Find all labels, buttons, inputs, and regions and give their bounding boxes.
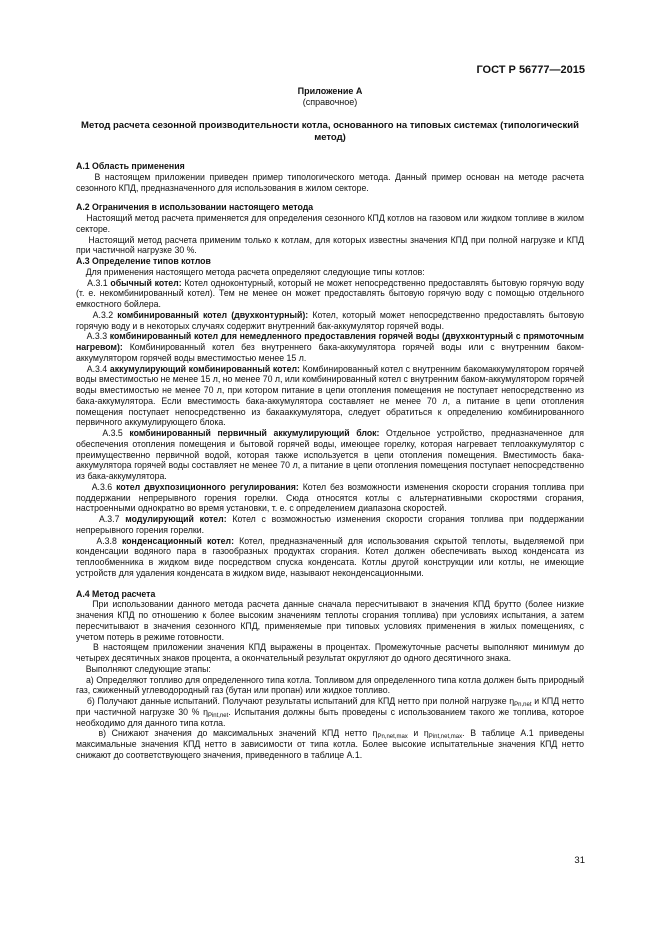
step-text: а) Определяют топливо для определенного типа котла. Топливом для определенного типа котла должен быть природный газ, сжиженный углеводородный газ (бутан или пропан) или жидкое топливо. bbox=[76, 674, 584, 696]
subscript: Pn,net,max bbox=[377, 734, 408, 741]
paragraph-text: Настоящий метод расчета применяется для определения сезонного КПД котлов на газовом или жидком топливе в жилом секторе. bbox=[76, 213, 584, 234]
definition-item bbox=[76, 364, 584, 429]
paragraph-text: В настоящем приложении значения КПД выражены в процентах. Промежуточные расчеты выполняют минимум до четырех десятичных знаков процента, а окончательный результат округляют до одного десятичного знака. bbox=[76, 642, 584, 663]
step-text: и η bbox=[407, 728, 429, 739]
definition-term: аккумулирующий комбинированный котел: bbox=[109, 363, 300, 374]
definition-term: модулирующий котел: bbox=[125, 514, 227, 524]
definition-item bbox=[76, 428, 584, 482]
definition-item bbox=[76, 482, 584, 514]
paragraph bbox=[76, 213, 584, 235]
appendix-kind: (справочное) bbox=[302, 97, 358, 107]
definition-item bbox=[76, 331, 584, 363]
step-c bbox=[76, 728, 584, 760]
definition-item bbox=[76, 514, 584, 536]
paragraph-text: Для применения настоящего метода расчета определяют следующие типы котлов: bbox=[85, 266, 425, 277]
definition-number: А.3.7 bbox=[99, 514, 120, 524]
step-text: в) Снижают значения до максимальных значений КПД нетто η bbox=[98, 728, 378, 739]
step-text: б) Получают данные испытаний. Получают результаты испытаний для КПД нетто при полной нагрузке η bbox=[86, 696, 515, 706]
appendix-heading: Метод расчета сезонной производительности котла, основанного на типовых системах (типологический метод) bbox=[81, 120, 579, 143]
section-a1-title: А.1 Область применения bbox=[76, 161, 185, 171]
paragraph-text: Настоящий метод расчета применим только к котлам, для которых известны значения КПД при полной нагрузке и КПД при частичной нагрузке 30 %. bbox=[76, 234, 584, 256]
section-a4-title: А.4 Метод расчета bbox=[76, 588, 156, 599]
appendix-title: Приложение А bbox=[297, 86, 363, 96]
page-content bbox=[76, 86, 584, 761]
definition-term: комбинированный первичный аккумулирующий блок: bbox=[129, 428, 380, 438]
definition-term: комбинированный котел для немедленного предоставления горячей воды (двухконтурный с прямоточным нагревом): bbox=[76, 331, 584, 352]
paragraph bbox=[76, 642, 584, 664]
paragraph bbox=[76, 664, 584, 675]
paragraph-text: При использовании данного метода расчета данные сначала пересчитывают в значения КПД брутто (более низкие значения КПД по отношению к более высоким значениям теплоты сгорания топлива) при условиях испытания, а затем пересчитывают в значения сезонного КПД, применяемые при типовых условиях применения в жилых помещениях, с учетом потерь в режиме готовности. bbox=[76, 599, 584, 642]
definition-number: А.3.3 bbox=[86, 331, 108, 342]
definition-number: А.3.8 bbox=[96, 535, 117, 546]
definition-number: А.3.4 bbox=[86, 363, 108, 374]
definition-term: конденсационный котел: bbox=[121, 535, 235, 546]
step-a bbox=[76, 675, 584, 697]
definition-number: А.3.1 bbox=[87, 277, 108, 288]
section-a2-title: А.2 Ограничения в использовании настоящего метода bbox=[76, 202, 314, 213]
paragraph bbox=[76, 235, 584, 257]
definition-text: Котел без возможности изменения скорости сгорания топлива при поддержании непрерывного горения горелки. Сюда относятся котлы с альтернативными скоростями сгорания, настроенными однократно во время установки, т. е. с определением диапазона скоростей. bbox=[76, 481, 584, 514]
subscript: Pint,net,max bbox=[428, 734, 463, 741]
definition-term: обычный котел: bbox=[110, 277, 182, 288]
step-b bbox=[76, 696, 584, 728]
paragraph bbox=[76, 267, 584, 278]
definition-text: Котел, предназначенный для использования скрытой теплоты, выделяемой при конденсации водяного пара в газообразных продуктах сгорания. Котел должен обеспечивать выход конденсата из теплообменника в жидком виде посредством спуска конденсата. Котлы другой конструкции или котлы, не имеющие устройств для удаления конденсата в жидком виде, называют неконденсационными. bbox=[76, 535, 585, 578]
page-number: 31 bbox=[574, 855, 585, 866]
paragraph bbox=[76, 599, 584, 642]
subscript: Pint,net bbox=[207, 712, 229, 719]
subscript: Pn,net bbox=[514, 702, 532, 708]
paragraph-text: В настоящем приложении приведен пример типологического метода. Данный пример основан на методе расчета сезонного КПД, предназначенного для использования в жилом секторе. bbox=[76, 171, 584, 193]
definition-number: А.3.6 bbox=[91, 481, 113, 492]
definition-term: комбинированный котел (двухконтурный): bbox=[117, 309, 309, 320]
section-a3-title: А.3 Определение типов котлов bbox=[76, 256, 211, 266]
paragraph-text: Выполняют следующие этапы: bbox=[85, 663, 211, 674]
definition-term: котел двухпозиционного регулирования: bbox=[116, 481, 299, 492]
definition-text: Котел с возможностью изменения скорости сгорания топлива при поддержании непрерывного горения горелки. bbox=[76, 514, 584, 535]
definition-number: А.3.5 bbox=[102, 428, 123, 438]
definition-item bbox=[76, 536, 584, 579]
definition-text: Комбинированный котел без внутреннего бака-аккумулятора горячей воды или с внутренним баком-аккумулятором горячей воды вместимостью менее 15 л. bbox=[76, 342, 584, 363]
step-text: и КПД нетто при частичной нагрузке 30 % η bbox=[76, 696, 585, 717]
step-text: . Испытания должны быть проведены с использованием такого же топлива, которое необходимо для данного типа котла. bbox=[76, 706, 584, 728]
definition-text: Комбинированный котел с внутренним бакомаккумулятором горячей воды вместимостью не менее 15 л, но менее 70 л, или комбинированный котел с внутренним баком-аккумулятором горячей воды вместимостью не менее 70 л, при котором питание в цепи отопления помещения не поступает непосредственно из бака-аккумулятора. Если вместимость бака-аккумулятора составляет не менее 70 л, а питание в цепи отопления помещения поступает непосредственно из бакааккумулятора, следует обратиться к определению комбинированного первичного аккумулирующего блока. bbox=[76, 363, 585, 428]
definition-item bbox=[76, 278, 584, 310]
definition-item bbox=[76, 310, 584, 332]
paragraph bbox=[76, 172, 584, 194]
standard-code: ГОСТ Р 56777—2015 bbox=[476, 64, 585, 76]
definition-number: А.3.2 bbox=[92, 309, 114, 320]
definition-text: Котел одноконтурный, который не может непосредственно предоставлять бытовую горячую воду (т. е. некомбинированный котел). Тем не менее он может предоставлять бытовую горячую воду с помощью отдельного емкостного бойлера. bbox=[76, 277, 584, 309]
definition-text: Котел, который может непосредственно предоставлять бытовую горячую воду и в некоторых случаях содержит внутренний бак-аккумулятор горячей воды. bbox=[76, 309, 584, 331]
definition-text: Отдельное устройство, предназначенное для обеспечения отопления помещения и бытовой горячей воды, имеющее горелку, которая нагревает теплоаккумулятор с преимущественно первичной водой, которая также используется в цепи отопления помещения. Вместимость бака-аккумулятора горячей воды составляет не менее 70 л, а питание в цепи отопления помещения поступает непосредственно из бака-аккумулятора. bbox=[76, 428, 584, 481]
step-text: . В таблице А.1 приведены максимальные значения КПД нетто в зависимости от типа котла. Более высокие испытательные значения КПД нетто снижают до соответствующего значения, приведенного в таблице А.1. bbox=[76, 728, 584, 760]
